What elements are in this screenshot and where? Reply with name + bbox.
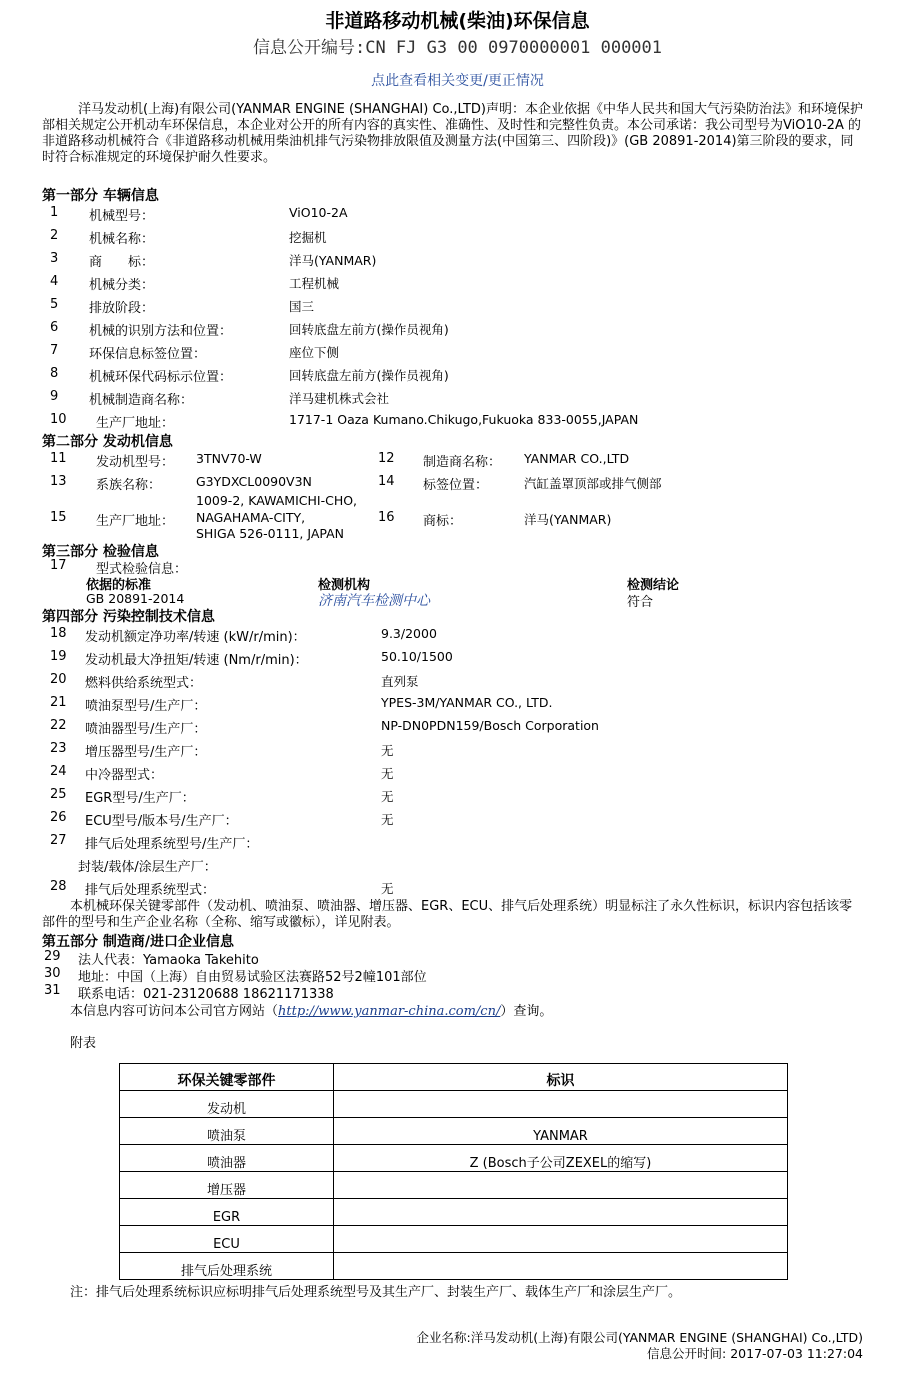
row-value: 国三 xyxy=(289,299,315,314)
appendix-table xyxy=(119,1063,788,1280)
row-label: 商标： xyxy=(423,514,463,529)
row-number: 9 xyxy=(50,389,59,404)
marking-cell xyxy=(334,1091,788,1118)
row-number: 30 xyxy=(44,966,61,981)
declaration-paragraph: 洋马发动机(上海)有限公司(YANMAR ENGINE (SHANGHAI) Co.,LTD)声明：本企业依据《中华人民共和国大气污染防治法》和环境保护部相关规定公开机动车环保信息，本企业对公开的所有内容的真实性、准确性、及时性和完整性负责。本公司承诺：我公司型号为ViO10-2A 的非道路移动机械符合《非道路移动机械用柴油机排气污染物排放限值及测量方法(中国第三、四阶段)》(GB 20891-2014)第三阶段的要求，同时符合标准规定的环境保护耐久性要求。 xyxy=(42,102,863,165)
row-number: 21 xyxy=(50,695,67,710)
component-marking-note: 本机械环保关键零部件（发动机、喷油泵、喷油器、增压器、EGR、ECU、排气后处理系统）明显标注了永久性标识，标识内容包括该零部件的型号和生产企业名称（全称、缩写或徽标），详见附表。 xyxy=(42,899,853,930)
row-number: 7 xyxy=(50,343,59,358)
row-number: 8 xyxy=(50,366,59,381)
row-value: 回转底盘左前方(操作员视角) xyxy=(289,368,449,383)
row-number: 19 xyxy=(50,649,67,664)
row-text: 地址：中国（上海）自由贸易试验区法赛路52号2幢101部位 xyxy=(78,970,427,985)
component-cell: 喷油泵 xyxy=(120,1118,334,1145)
row-number: 24 xyxy=(50,764,67,779)
marking-cell xyxy=(334,1253,788,1280)
aftertreatment-sub-label: 封装/载体/涂层生产厂： xyxy=(78,860,217,875)
row-label: 排气后处理系统型号/生产厂： xyxy=(85,837,259,852)
row-value: 无 xyxy=(381,881,394,896)
standard-value: GB 20891-2014 xyxy=(86,591,185,606)
row-value: 直列泵 xyxy=(381,674,419,689)
row-label: 型式检验信息： xyxy=(96,562,188,577)
row-value: 无 xyxy=(381,766,394,781)
address-line: 1009-2, KAWAMICHI-CHO, xyxy=(196,493,358,508)
row-label: 制造商名称： xyxy=(423,455,502,470)
row-label: 系族名称： xyxy=(96,478,162,493)
marking-cell xyxy=(334,1226,788,1253)
row-number: 14 xyxy=(378,474,395,489)
trademark-value: 洋马(YANMAR) xyxy=(524,512,612,527)
row-number: 15 xyxy=(50,510,67,525)
row-label: 机械名称： xyxy=(89,232,155,247)
change-history-link[interactable]: 点此查看相关变更/更正情况 xyxy=(371,73,544,89)
marking-cell: Z (Bosch子公司ZEXEL的缩写) xyxy=(334,1145,788,1172)
column-header: 标识 xyxy=(334,1064,788,1091)
row-number: 29 xyxy=(44,949,61,964)
row-label: 发动机最大净扭矩/转速 (Nm/r/min)： xyxy=(85,653,308,668)
website-prefix: 本信息内容可访问本公司官方网站（ xyxy=(70,1004,279,1019)
row-label: 生产厂地址： xyxy=(96,514,175,529)
website-suffix: ）查询。 xyxy=(500,1004,553,1019)
section-title-manufacturer: 第五部分 制造商/进口企业信息 xyxy=(42,934,234,950)
row-value: 洋马建机株式会社 xyxy=(289,391,390,406)
row-label: 发动机额定净功率/转速 (kW/r/min)： xyxy=(85,630,306,645)
row-value: 挖掘机 xyxy=(289,230,327,245)
marking-cell xyxy=(334,1199,788,1226)
row-value: NP-DN0PDN159/Bosch Corporation xyxy=(381,718,599,733)
table-row xyxy=(120,1118,788,1145)
row-label: 排气后处理系统型式： xyxy=(85,883,216,898)
row-number: 1 xyxy=(50,205,59,220)
row-value: 座位下侧 xyxy=(289,345,340,360)
table-row xyxy=(120,1253,788,1280)
website-line xyxy=(70,1000,552,1019)
row-value: YANMAR CO.,LTD xyxy=(524,451,630,466)
footer-company: 企业名称:洋马发动机(上海)有限公司(YANMAR ENGINE (SHANGHAI) Co.,LTD) xyxy=(416,1330,863,1345)
row-label: 机械的识别方法和位置： xyxy=(89,324,233,339)
row-value: YPES-3M/YANMAR CO., LTD. xyxy=(381,695,553,710)
row-label: 机械分类： xyxy=(89,278,155,293)
appendix-label: 附表 xyxy=(70,1036,97,1051)
row-number: 17 xyxy=(50,558,67,573)
row-label: 发动机型号： xyxy=(96,455,175,470)
row-label: 机械制造商名称： xyxy=(89,393,194,408)
component-cell: 增压器 xyxy=(120,1172,334,1199)
row-value: 回转底盘左前方(操作员视角) xyxy=(289,322,449,337)
conclusion-value: 符合 xyxy=(627,595,654,610)
row-value: 无 xyxy=(381,812,394,827)
row-number: 10 xyxy=(50,412,67,427)
component-cell: 发动机 xyxy=(120,1091,334,1118)
row-number: 28 xyxy=(50,879,67,894)
row-number: 2 xyxy=(50,228,59,243)
row-number: 3 xyxy=(50,251,59,266)
row-value: G3YDXCL0090V3N xyxy=(196,474,312,489)
row-number: 6 xyxy=(50,320,59,335)
table-header-row xyxy=(120,1064,788,1091)
row-number: 20 xyxy=(50,672,67,687)
header-standard: 依据的标准 xyxy=(86,578,152,593)
row-number: 18 xyxy=(50,626,67,641)
component-cell: 喷油器 xyxy=(120,1145,334,1172)
section-title-engine: 第二部分 发动机信息 xyxy=(42,434,173,450)
component-cell: EGR xyxy=(120,1199,334,1226)
table-row xyxy=(120,1091,788,1118)
marking-cell xyxy=(334,1172,788,1199)
component-cell: 排气后处理系统 xyxy=(120,1253,334,1280)
agency-value: 济南汽车检测中心 xyxy=(318,593,430,609)
row-label: 喷油器型号/生产厂： xyxy=(85,722,207,737)
row-label: 排放阶段： xyxy=(89,301,155,316)
row-label: 生产厂地址： xyxy=(96,416,175,431)
footer-time: 信息公开时间: 2017-07-03 11:27:04 xyxy=(647,1346,863,1361)
info-number: 信息公开编号:CN FJ G3 00 0970000001 000001 xyxy=(252,38,663,58)
row-number: 12 xyxy=(378,451,395,466)
row-number: 16 xyxy=(378,510,395,525)
page-title: 非道路移动机械(柴油)环保信息 xyxy=(325,10,590,32)
row-number: 22 xyxy=(50,718,67,733)
header-conclusion: 检测结论 xyxy=(627,578,680,593)
table-row xyxy=(120,1199,788,1226)
section-title-vehicle: 第一部分 车辆信息 xyxy=(42,188,159,204)
row-number: 5 xyxy=(50,297,59,312)
address-line: NAGAHAMA-CITY, xyxy=(196,510,306,525)
row-label: 机械环保代码标示位置： xyxy=(89,370,233,385)
row-label: 燃料供给系统型式： xyxy=(85,676,203,691)
row-number: 26 xyxy=(50,810,67,825)
row-number: 25 xyxy=(50,787,67,802)
row-number: 13 xyxy=(50,474,67,489)
column-header: 环保关键零部件 xyxy=(120,1064,334,1091)
table-row xyxy=(120,1172,788,1199)
table-row xyxy=(120,1226,788,1253)
row-label: EGR型号/生产厂： xyxy=(85,791,195,806)
row-label: 中冷器型式： xyxy=(85,768,164,783)
row-label: 标签位置： xyxy=(423,478,489,493)
row-value: 9.3/2000 xyxy=(381,626,437,641)
row-value: 工程机械 xyxy=(289,276,340,291)
row-value: 1717-1 Oaza Kumano.Chikugo,Fukuoka 833-0055,JAPAN xyxy=(289,412,639,427)
row-value: 无 xyxy=(381,743,394,758)
section-title-pollution-control: 第四部分 污染控制技术信息 xyxy=(42,609,215,625)
row-value: 3TNV70-W xyxy=(196,451,262,466)
appendix-note: 注：排气后处理系统标识应标明排气后处理系统型号及其生产厂、封装生产厂、载体生产厂和涂层生产厂。 xyxy=(70,1285,682,1300)
address-line: SHIGA 526-0111, JAPAN xyxy=(196,526,345,541)
website-link[interactable]: http://www.yanmar-china.com/cn/ xyxy=(278,1004,501,1019)
row-label: 环保信息标签位置： xyxy=(89,347,207,362)
row-label: 喷油泵型号/生产厂： xyxy=(85,699,207,714)
row-value: 洋马(YANMAR) xyxy=(289,253,377,268)
row-value: 汽缸盖罩顶部或排气侧部 xyxy=(524,476,662,491)
table-row xyxy=(120,1145,788,1172)
row-value: 无 xyxy=(381,789,394,804)
row-number: 11 xyxy=(50,451,67,466)
header-agency: 检测机构 xyxy=(318,578,371,593)
row-number: 31 xyxy=(44,983,61,998)
row-number: 27 xyxy=(50,833,67,848)
row-text: 法人代表：Yamaoka Takehito xyxy=(78,953,259,968)
row-label: 机械型号： xyxy=(89,209,155,224)
row-value: 50.10/1500 xyxy=(381,649,453,664)
row-text: 联系电话：021-23120688 18621171338 xyxy=(78,987,334,1002)
row-label: 增压器型号/生产厂： xyxy=(85,745,207,760)
section-title-inspection: 第三部分 检验信息 xyxy=(42,544,159,560)
row-number: 4 xyxy=(50,274,59,289)
row-number: 23 xyxy=(50,741,67,756)
row-label: ECU型号/版本号/生产厂： xyxy=(85,814,238,829)
component-cell: ECU xyxy=(120,1226,334,1253)
marking-cell: YANMAR xyxy=(334,1118,788,1145)
row-value: ViO10-2A xyxy=(289,205,348,220)
row-label: 商 标： xyxy=(89,255,155,270)
